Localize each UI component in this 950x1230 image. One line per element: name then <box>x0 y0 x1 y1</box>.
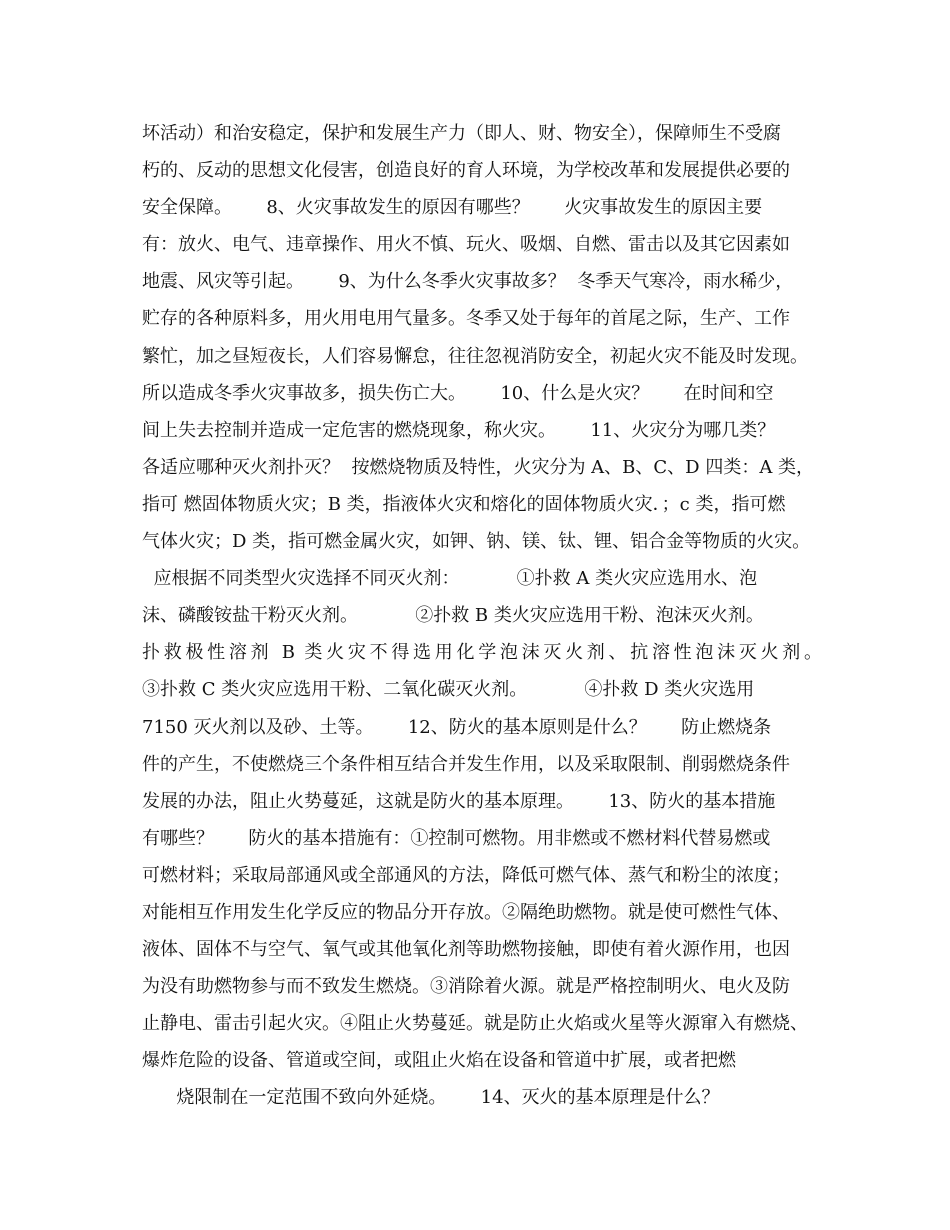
text-line-15: 扑救极性溶剂 B 类火灾不得选用化学泡沫灭火剂、抗溶性泡沫灭火剂。 <box>142 642 822 664</box>
text-line-4: 有：放火、电气、违章操作、用火不慎、玩火、吸烟、自燃、雷击以及其它因素如 <box>142 234 790 256</box>
text-line-27: 烧限制在一定范围不致向外延烧。 14、灭火的基本原理是什么？ <box>142 1087 720 1109</box>
text-line-17: 7150 灭火剂以及砂、土等。 12、防火的基本原则是什么？ 防止燃烧条 <box>142 716 772 738</box>
text-line-20: 有哪些？ 防火的基本措施有：①控制可燃物。用非燃或不燃材料代替易燃或 <box>142 827 771 849</box>
text-line-8: 所以造成冬季火灾事故多，损失伤亡大。 10、什么是火灾？ 在时间和空 <box>142 382 774 404</box>
text-line-7: 繁忙，加之昼短夜长，人们容易懈怠，往往忽视消防安全，初起火灾不能及时发现。 <box>142 345 808 367</box>
text-line-26: 爆炸危险的设备、管道或空间，或阻止火焰在设备和管道中扩展，或者把燃 <box>142 1050 736 1072</box>
body-text <box>142 115 822 1117</box>
text-line-11: 指可 燃固体物质火灾；B 类，指液体火灾和熔化的固体物质火灾．；c 类，指可燃 <box>142 493 786 515</box>
text-line-22: 对能相互作用发生化学反应的物品分开存放。②隔绝助燃物。就是使可燃性气体、 <box>142 901 790 923</box>
text-line-24: 为没有助燃物参与而不致发生燃烧。③消除着火源。就是严格控制明火、电火及防 <box>142 976 790 998</box>
text-line-13: 应根据不同类型火灾选择不同灭火剂： ①扑救 A 类火灾应选用水、泡 <box>142 568 758 590</box>
text-line-9: 间上失去控制并造成一定危害的燃烧现象，称火灾。 11、火灾分为哪几类？ <box>142 419 776 441</box>
text-line-12: 气体火灾；D 类，指可燃金属火灾，如钾、钠、镁、钛、锂、铝合金等物质的火灾。 <box>142 531 811 553</box>
text-line-25: 止静电、雷击引起火灾。④阻止火势蔓延。就是防止火焰或火星等火源窜入有燃烧、 <box>142 1013 808 1035</box>
text-line-16: ③扑救 C 类火灾应选用干粉、二氧化碳灭火剂。 ④扑救 D 类火灾选用 <box>142 679 755 701</box>
text-line-2: 朽的、反动的思想文化侵害，创造良好的育人环境，为学校改革和发展提供必要的 <box>142 160 790 182</box>
text-line-1: 坏活动）和治安稳定，保护和发展生产力（即人、财、物安全），保障师生不受腐 <box>142 123 781 144</box>
text-line-23: 液体、固体不与空气、氧气或其他氧化剂等助燃物接触，即使有着火源作用，也因 <box>142 939 790 961</box>
text-line-18: 件的产生，不使燃烧三个条件相互结合并发生作用，以及采取限制、削弱燃烧条件 <box>142 753 790 775</box>
text-line-6: 贮存的各种原料多，用火用电用气量多。冬季又处于每年的首尾之际，生产、工作 <box>142 308 790 330</box>
text-line-21: 可燃材料；采取局部通风或全部通风的方法，降低可燃气体、蒸气和粉尘的浓度； <box>142 864 790 886</box>
text-line-5: 地震、风灾等引起。 9、为什么冬季火灾事故多？ 冬季天气寒冷，雨水稀少， <box>142 271 794 293</box>
text-line-10: 各适应哪种灭火剂扑灭？ 按燃烧物质及特性，火灾分为 A、B、C、D 四类：A 类， <box>142 456 815 478</box>
text-line-14: 沫、磷酸铵盐干粉灭火剂。 ②扑救 B 类火灾应选用干粉、泡沫灭火剂。 <box>142 605 764 627</box>
text-line-3: 安全保障。 8、火灾事故发生的原因有哪些？ 火灾事故发生的原因主要 <box>142 197 763 219</box>
text-line-19: 发展的办法，阻止火势蔓延，这就是防火的基本原理。 13、防火的基本措施 <box>142 790 776 812</box>
